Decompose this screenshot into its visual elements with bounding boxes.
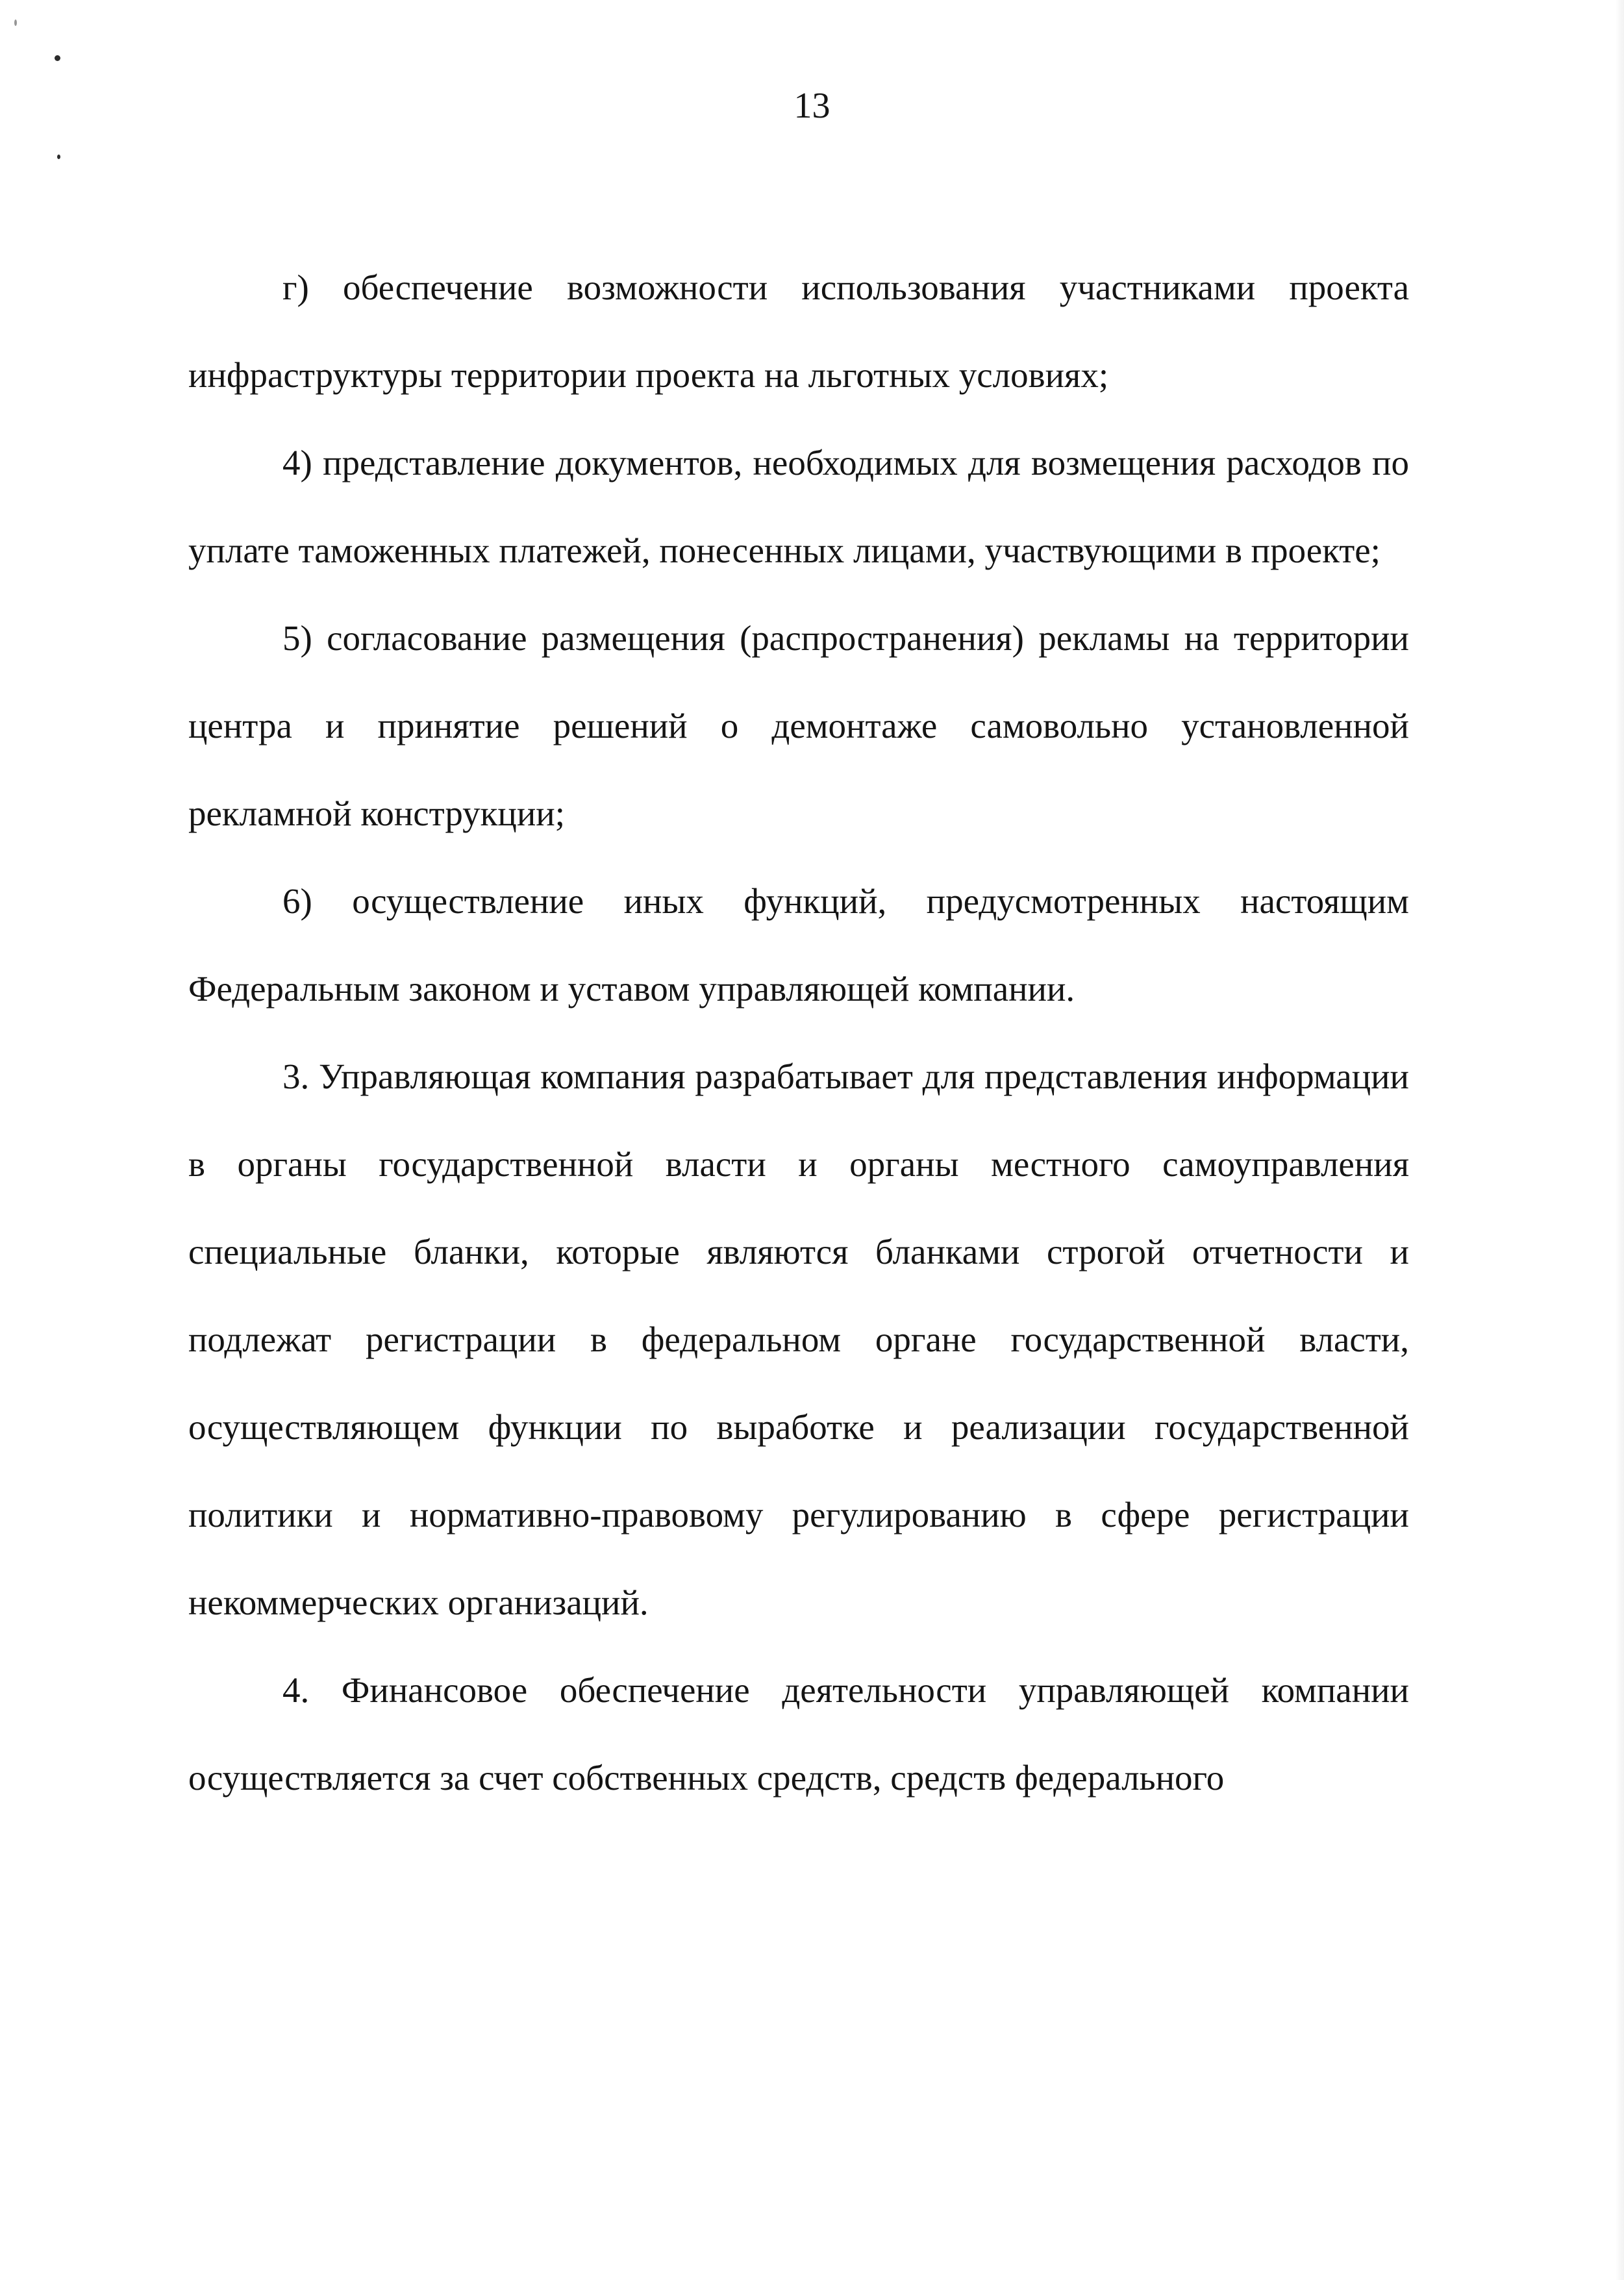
paragraph-item-6: 6) осуществление иных функций, предусмотренных настоящим Федеральным законом и уставом управляющей компании. [188, 881, 1409, 1008]
paragraph-part-4: 4. Финансовое обеспечение деятельности управляющей компании осуществляется за счет собственных средств, средств федерального [188, 1670, 1409, 1798]
paragraph-item-g: г) обеспечение возможности использования участниками проекта инфраструктуры территории проекта на льготных условиях; [188, 268, 1409, 395]
scan-artifact-dot [55, 55, 60, 61]
paragraph-item-5: 5) согласование размещения (распространения) рекламы на территории центра и принятие решений о демонтаже самовольно установленной рекламной конструкции; [188, 618, 1409, 833]
scan-edge-shadow [1615, 0, 1624, 2280]
scan-artifact-dot [57, 155, 60, 159]
scan-artifact-dot [14, 19, 17, 26]
paragraph-part-3: 3. Управляющая компания разрабатывает для представления информации в органы государственной власти и органы местного самоуправления специальные бланки, которые являются бланками строгой отчетности и подлежат регистрации в федеральном органе государственной власти, осуществляющем функции по выработке и реализации государственной политики и нормативно-правовому регулированию в сфере регистрации некоммерческих организаций. [188, 1057, 1409, 1622]
document-body [188, 244, 1409, 1822]
page-number: 13 [793, 86, 831, 126]
paragraph-item-4: 4) представление документов, необходимых для возмещения расходов по уплате таможенных платежей, понесенных лицами, участвующими в проекте; [188, 443, 1409, 570]
